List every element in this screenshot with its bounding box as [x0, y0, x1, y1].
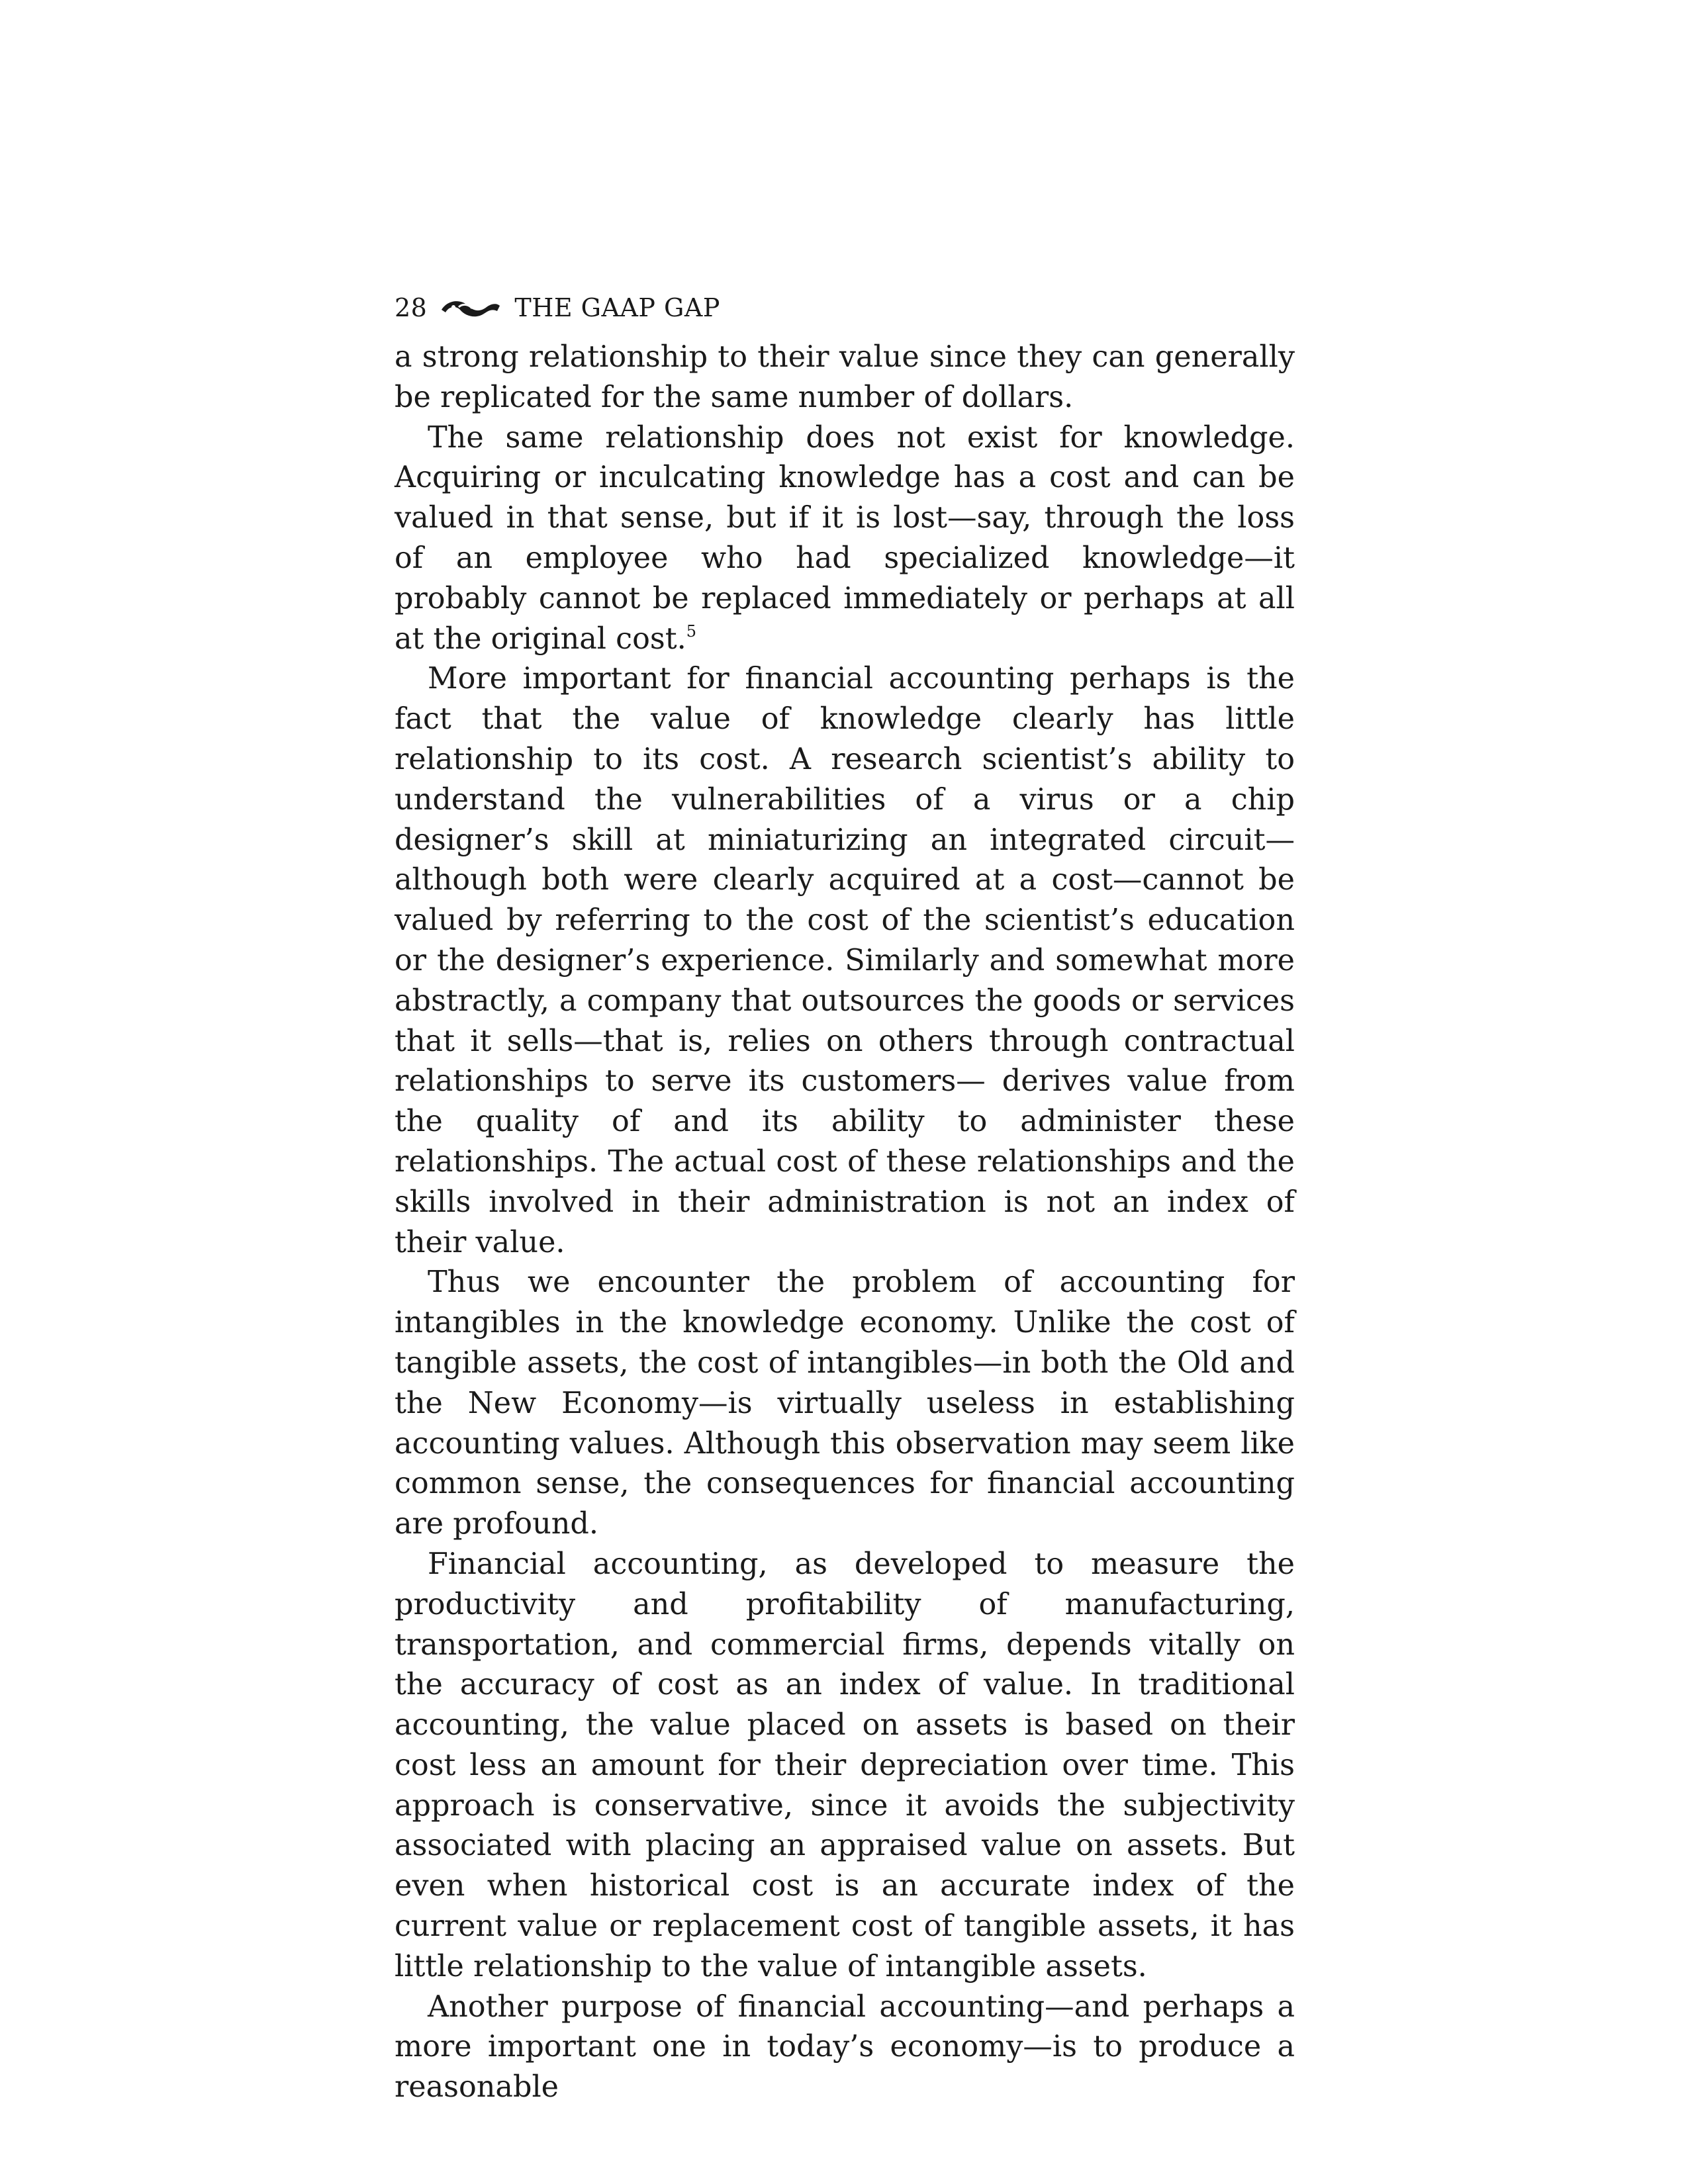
paragraph-4: [395, 1263, 1295, 1545]
paragraph-text: a strong relationship to their value since they can generally be replicated for the same number of dollars.: [395, 340, 1295, 414]
paragraph-text: Thus we encounter the problem of accounting for intangibles in the knowledge economy. Unlike the cost of tangible assets, the cost of intangibles—in both the Old and the New Economy—is virtually useless in establishing accounting values. Although this observation may seem like common sense, the consequences for financial accounting are profound.: [395, 1265, 1295, 1541]
paragraph-5: [395, 1545, 1295, 1987]
curl-ornament-icon: [439, 296, 502, 319]
paragraph-text: Financial accounting, as developed to measure the productivity and profitability of manufacturing, transportation, and commercial firms, depends vitally on the accuracy of cost as an index of value. In traditional accounting, the value placed on assets is based on their cost less an amount for their depreciation over time. This approach is conservative, since it avoids the subjectivity associated with placing an appraised value on assets. But even when historical cost is an accurate index of the current value or replacement cost of tangible assets, it has little relationship to the value of intangible assets.: [395, 1547, 1295, 1983]
paragraph-3: [395, 659, 1295, 1263]
running-head: [395, 289, 720, 326]
running-head-title: THE GAAP GAP: [514, 293, 720, 322]
body-text: [395, 338, 1295, 2108]
paragraph-6: [395, 1987, 1295, 2108]
paragraph-text: Another purpose of financial accounting—and perhaps a more important one in today’s economy—is to produce a reasonable: [395, 1989, 1295, 2105]
paragraph-text: More important for financial accounting perhaps is the fact that the value of knowledge clearly has little relationship to its cost. A research scientist’s ability to understand the vulnerabilities of a virus or a chip designer’s skill at miniaturizing an integrated circuit— although both were clearly acquired at a cost—cannot be valued by referring to the cost of the scientist’s education or the designer’s experience. Similarly and somewhat more abstractly, a company that outsources the goods or services that it sells—that is, relies on others through contractual relationships to serve its customers— derives value from the quality of and its ability to administer these relationships. The actual cost of these relationships and the skills involved in their administration is not an index of their value.: [395, 662, 1295, 1259]
paragraph-text: The same relationship does not exist for knowledge. Acquiring or inculcating knowledge has a cost and can be valued in that sense, but if it is lost—say, through the loss of an employee who had specialized knowledge—it probably cannot be replaced immediately or perhaps at all at the original cost.: [395, 420, 1295, 656]
page-number: 28: [395, 293, 428, 322]
paragraph-2: [395, 418, 1295, 660]
footnote-marker: 5: [686, 621, 697, 641]
paragraph-1: [395, 338, 1295, 418]
